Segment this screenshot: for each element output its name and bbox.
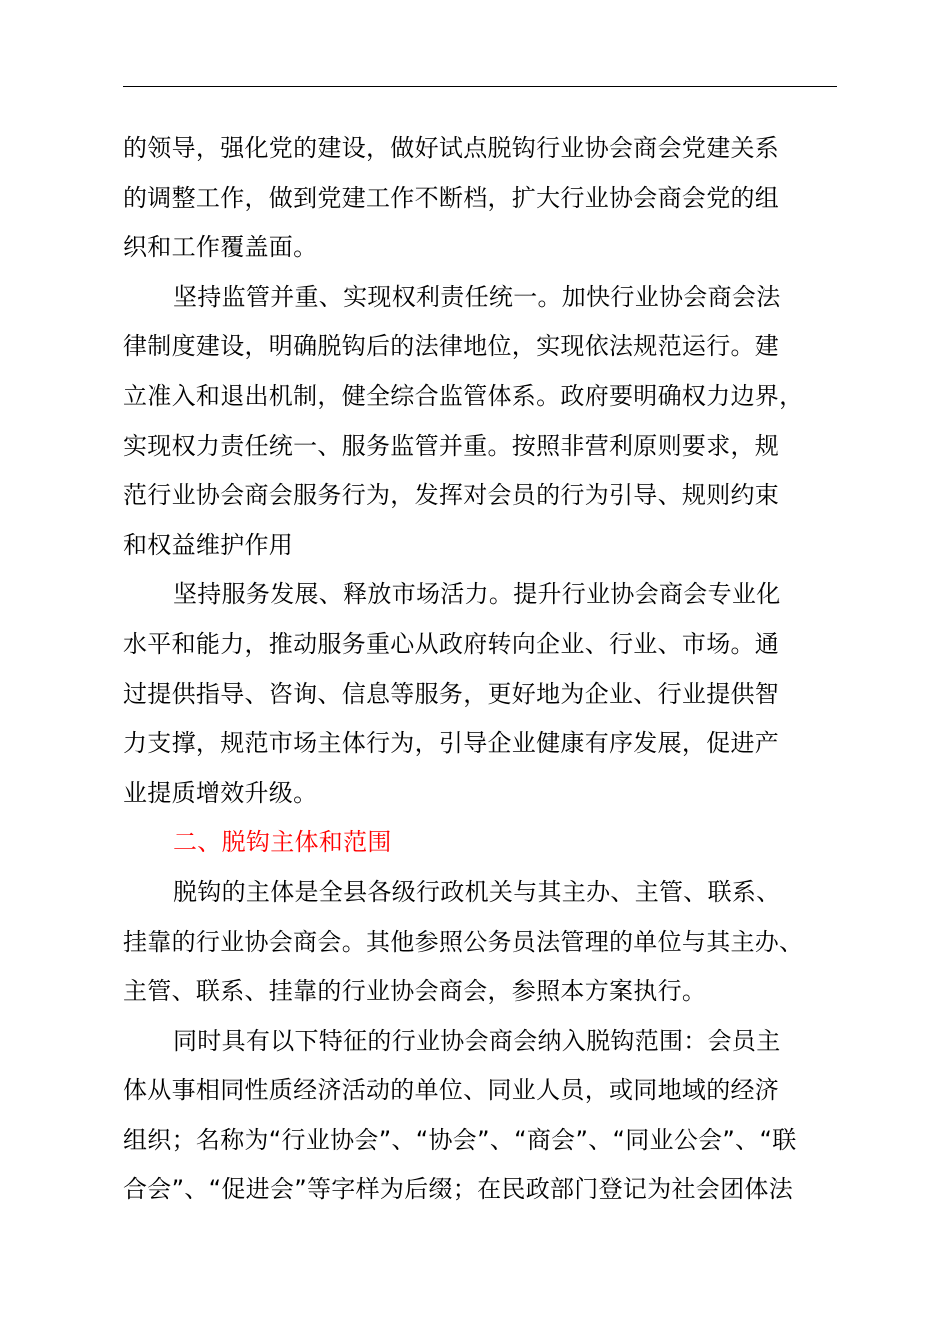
text-line-content: 的调整工作，做到党建工作不断档，扩大行业协会商会党的组 [123, 183, 780, 212]
text-line [0, 521, 950, 571]
text-line [0, 471, 950, 521]
text-line-content: 挂靠的行业协会商会。其他参照公务员法管理的单位与其主办、 [123, 927, 804, 956]
text-line [0, 1066, 950, 1116]
text-line-content: 立准入和退出机制，健全综合监管体系。政府要明确权力边界， [123, 381, 804, 410]
text-line [0, 124, 950, 174]
text-line-content: 组织；名称为“行业协会”、“协会”、“商会”、“同业公会”、“联 [123, 1125, 797, 1154]
text-line-content: 同时具有以下特征的行业协会商会纳入脱钩范围：会员主 [173, 1026, 781, 1055]
text-line [0, 1116, 950, 1166]
text-line [0, 273, 950, 323]
text-line-content: 过提供指导、咨询、信息等服务，更好地为企业、行业提供智 [123, 679, 780, 708]
text-line-content: 力支撑，规范市场主体行为，引导企业健康有序发展，促进产 [123, 729, 780, 758]
document-body [0, 124, 950, 1215]
text-line-content: 实现权力责任统一、服务监管并重。按照非营利原则要求，规 [123, 431, 780, 460]
text-line [0, 570, 950, 620]
text-line-content: 坚持服务发展、释放市场活力。提升行业协会商会专业化 [173, 580, 781, 609]
text-line-content: 体从事相同性质经济活动的单位、同业人员，或同地域的经济 [123, 1076, 780, 1105]
text-line [0, 868, 950, 918]
text-line-content: 范行业协会商会服务行为，发挥对会员的行为引导、规则约束 [123, 481, 780, 510]
text-line-content: 织和工作覆盖面。 [123, 233, 318, 262]
text-line [0, 322, 950, 372]
text-line [0, 1165, 950, 1215]
header-rule [123, 86, 837, 87]
text-line-content: 的领导，强化党的建设，做好试点脱钩行业协会商会党建关系 [123, 134, 780, 162]
text-line [0, 174, 950, 224]
text-line-content: 脱钩的主体是全县各级行政机关与其主办、主管、联系、 [173, 877, 781, 906]
text-line-content: 坚持监管并重、实现权利责任统一。加快行业协会商会法 [173, 282, 781, 311]
text-line-content: 主管、联系、挂靠的行业协会商会，参照本方案执行。 [123, 977, 707, 1006]
text-line [0, 967, 950, 1017]
text-line [0, 372, 950, 422]
text-line-content: 水平和能力，推动服务重心从政府转向企业、行业、市场。通 [123, 629, 780, 658]
section-heading-text: 二、脱钩主体和范围 [173, 828, 392, 857]
section-heading [0, 818, 950, 868]
text-line [0, 422, 950, 472]
text-line [0, 1017, 950, 1067]
text-line-content: 合会”、“促进会”等字样为后缀；在民政部门登记为社会团体法 [123, 1175, 793, 1204]
text-line-content: 律制度建设，明确脱钩后的法律地位，实现依法规范运行。建 [123, 332, 780, 361]
text-line-content: 和权益维护作用 [123, 530, 294, 559]
text-line-content: 业提质增效升级。 [123, 778, 318, 807]
text-line [0, 769, 950, 819]
text-line [0, 719, 950, 769]
text-line [0, 918, 950, 968]
text-line [0, 670, 950, 720]
text-line [0, 223, 950, 273]
text-line [0, 620, 950, 670]
